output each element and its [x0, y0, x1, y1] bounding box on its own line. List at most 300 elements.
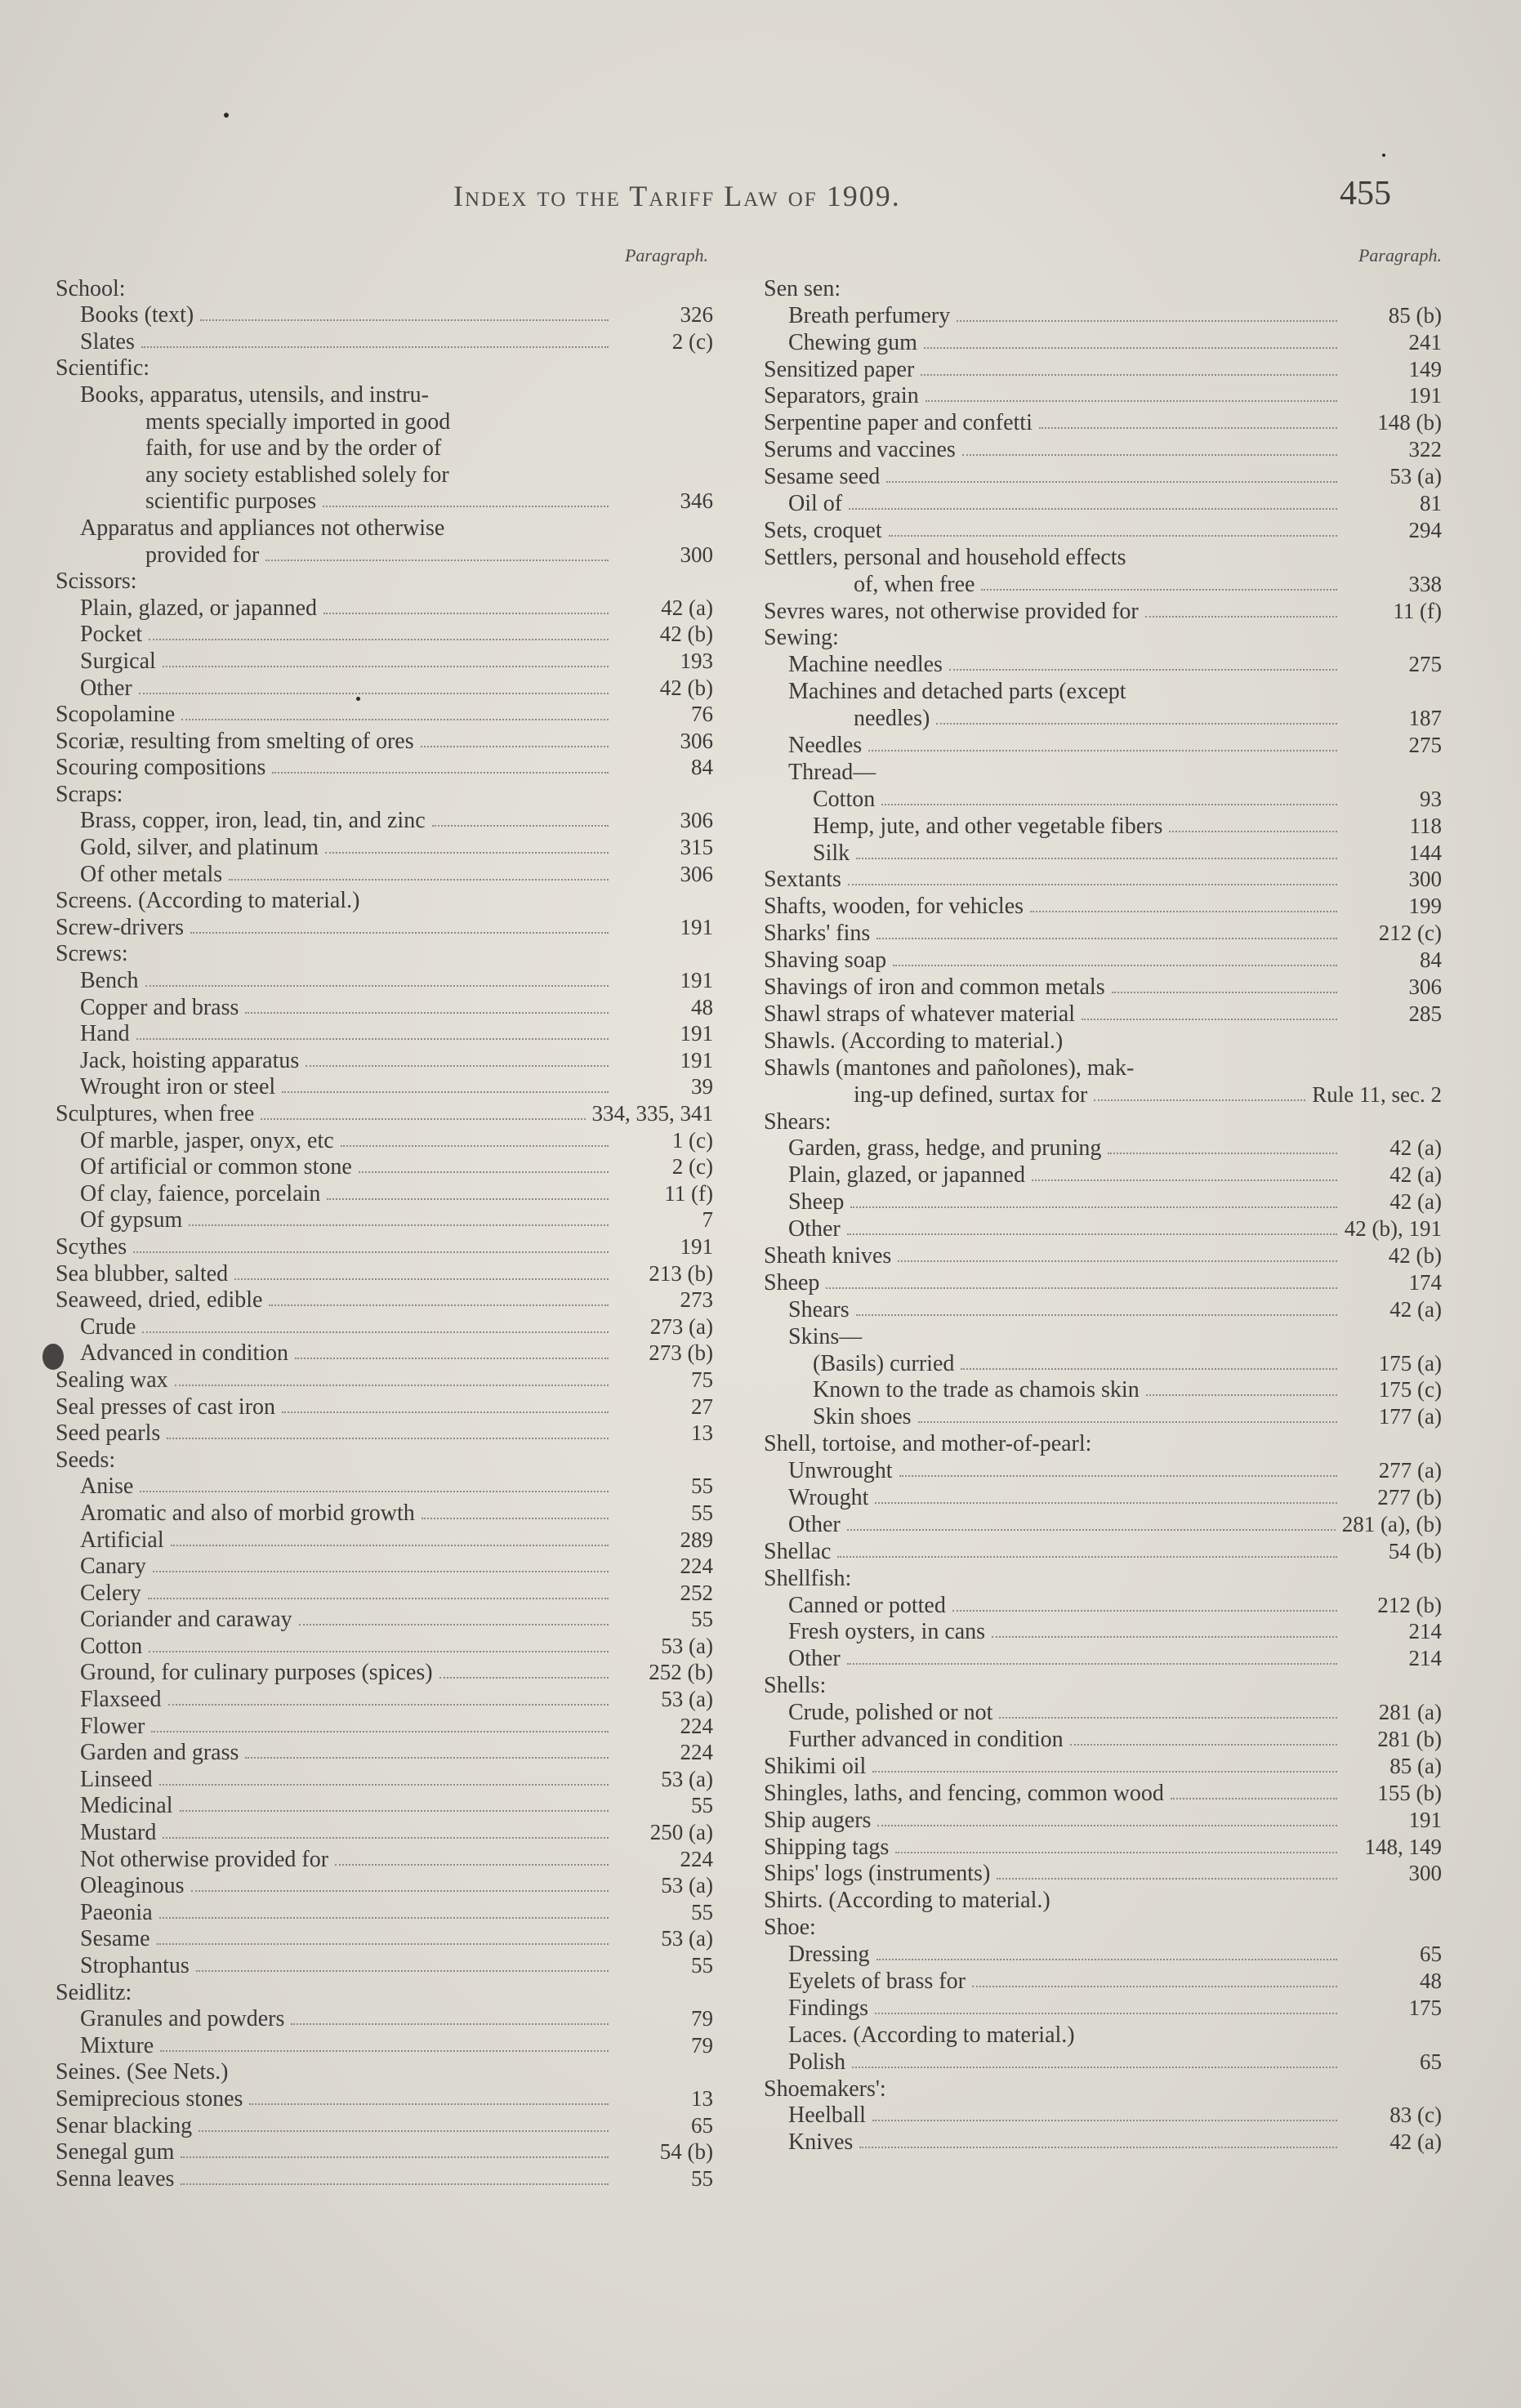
entry-term: Books (text) [80, 302, 194, 328]
paragraph-reference: 55 [691, 1500, 713, 1525]
entry-term: Laces. (According to material.) [788, 2022, 1075, 2048]
dot-leader [924, 347, 1337, 349]
paragraph-reference: 79 [691, 2032, 713, 2058]
entry-term: Surgical [80, 648, 156, 674]
entry-term: needles) [854, 706, 930, 732]
paragraph-reference: 79 [691, 2006, 713, 2031]
index-entry [764, 1000, 1442, 1027]
entry-term: Oil of [788, 491, 843, 517]
paragraph-reference: 281 (b) [1377, 1726, 1442, 1751]
dot-leader [295, 1358, 609, 1359]
index-entry [764, 1940, 1442, 1967]
entry-term: Shipping tags [764, 1834, 890, 1860]
entry-term: Eyelets of brass for [788, 1969, 966, 1994]
paragraph-reference: 42 (b) [659, 675, 713, 700]
entry-term: Wrought [788, 1484, 869, 1510]
dot-leader [327, 1198, 609, 1200]
entry-term: Semiprecious stones [56, 2085, 243, 2111]
paragraph-reference: 55 [691, 1953, 713, 1978]
index-entry [764, 1322, 1442, 1349]
print-speck [224, 113, 229, 118]
index-entry [764, 1806, 1442, 1833]
index-entry [56, 940, 713, 967]
dot-leader [142, 1331, 609, 1333]
index-entry [56, 1260, 713, 1286]
entry-term: Bench [80, 968, 139, 994]
index-entry [56, 887, 713, 914]
entry-term: Other [788, 1646, 841, 1672]
entry-term: Shafts, wooden, for vehicles [764, 894, 1024, 920]
entry-term: Sesame seed [764, 464, 881, 490]
entry-term: Other [788, 1511, 841, 1537]
entry-term: Of other metals [80, 861, 223, 887]
entry-term: Silk [813, 840, 850, 866]
paragraph-reference: 224 [680, 1713, 713, 1738]
index-entry [764, 1913, 1442, 1940]
index-entry [764, 1376, 1442, 1403]
index-entry [56, 2031, 713, 2058]
column-heading: Paragraph. [624, 245, 708, 265]
index-entry [764, 516, 1442, 543]
index-entry [56, 860, 713, 887]
dot-leader [949, 669, 1337, 671]
dot-leader [272, 772, 609, 774]
dot-leader [852, 2067, 1337, 2068]
dot-leader [921, 374, 1337, 376]
index-entry [764, 973, 1442, 1000]
index-entry [764, 1402, 1442, 1429]
entry-term: Settlers, personal and household effects [764, 544, 1126, 570]
dot-leader [848, 884, 1337, 885]
index-entry [764, 408, 1442, 435]
index-entry [764, 624, 1442, 651]
index-entry [56, 1313, 713, 1340]
index-entry [56, 1393, 713, 1420]
index-entry [764, 2021, 1442, 2048]
dot-leader [886, 481, 1337, 483]
dot-leader [1082, 1019, 1337, 1020]
paragraph-reference: 289 [680, 1527, 713, 1552]
dot-leader [229, 879, 609, 881]
index-entry [764, 785, 1442, 812]
paragraph-reference: 48 [691, 994, 713, 1019]
paragraph-reference: 199 [1408, 894, 1442, 919]
index-entry [56, 461, 713, 488]
paragraph-reference: 39 [691, 1074, 713, 1099]
paragraph-reference: 250 (a) [649, 1820, 713, 1845]
index-column-left [56, 245, 713, 2192]
entry-term: Scientific: [56, 355, 150, 381]
paragraph-reference: 55 [691, 2165, 713, 2191]
index-entry [764, 704, 1442, 731]
paragraph-reference: 42 (a) [1389, 1296, 1442, 1322]
paragraph-reference: 281 (a), (b) [1341, 1511, 1442, 1536]
dot-leader [163, 1837, 609, 1839]
paragraph-reference: 7 [702, 1207, 713, 1233]
index-entry [56, 594, 713, 621]
dot-leader [265, 560, 609, 561]
dot-leader [898, 1260, 1337, 1262]
index-entry [764, 1135, 1442, 1162]
entry-term: Thread— [788, 759, 876, 785]
entry-term: Ships' logs (instruments) [764, 1861, 991, 1887]
paragraph-reference: 42 (a) [1389, 2129, 1442, 2155]
dot-leader [168, 1704, 609, 1706]
paragraph-reference: 53 (a) [661, 1926, 713, 1951]
index-entry [56, 1020, 713, 1047]
index-entry [56, 1925, 713, 1952]
paragraph-reference: 224 [680, 1846, 713, 1871]
dot-leader [291, 2023, 609, 2025]
paragraph-reference: 334, 335, 341 [591, 1101, 713, 1126]
entry-term: Seeds: [56, 1447, 116, 1473]
index-entry [764, 892, 1442, 919]
print-speck [42, 1344, 64, 1370]
paragraph-reference: 338 [1408, 571, 1442, 596]
paragraph-reference: 174 [1408, 1269, 1442, 1295]
index-entry [56, 541, 713, 568]
entry-term: Flaxseed [80, 1687, 162, 1713]
paragraph-reference: 346 [680, 488, 713, 514]
entry-term: (Basils) curried [813, 1350, 955, 1376]
entry-term: Garden, grass, hedge, and pruning [788, 1135, 1102, 1162]
index-entry [764, 1027, 1442, 1054]
paragraph-reference: 175 (c) [1378, 1377, 1442, 1402]
entry-term: Sheath knives [764, 1242, 892, 1269]
entry-term: Shears: [764, 1108, 832, 1135]
entry-term: Seal presses of cast iron [56, 1394, 276, 1420]
dot-leader [149, 1651, 609, 1652]
entry-term: Shirts. (According to material.) [764, 1888, 1050, 1914]
paragraph-reference: 300 [680, 542, 713, 567]
paragraph-reference: 300 [1408, 867, 1442, 892]
index-entry [764, 1081, 1442, 1108]
entry-term: Medicinal [80, 1793, 173, 1819]
page-number: 455 [1340, 175, 1391, 212]
entry-term: Scopolamine [56, 702, 176, 728]
dot-leader [876, 1959, 1337, 1960]
dot-leader [299, 1624, 609, 1625]
entry-term: Gold, silver, and platinum [80, 835, 319, 861]
entry-term: Shawls (mantones and pañolones), mak- [764, 1055, 1135, 1081]
dot-leader [1171, 1798, 1337, 1799]
index-entry [56, 1978, 713, 2005]
dot-leader [157, 1943, 609, 1945]
paragraph-reference: 75 [691, 1367, 713, 1392]
paragraph-reference: 55 [691, 1474, 713, 1499]
dot-leader [1108, 1153, 1337, 1154]
entry-term: Scraps: [56, 781, 123, 807]
paragraph-reference: 53 (a) [661, 1633, 713, 1658]
index-column-right [764, 245, 1442, 2155]
entry-term: Knives [788, 2129, 854, 2156]
paragraph-reference: 42 (b) [1388, 1242, 1442, 1268]
entry-term: Shikimi oil [764, 1753, 867, 1779]
dot-leader [180, 1810, 609, 1812]
paragraph-reference: 2 (c) [671, 328, 713, 354]
index-entry [56, 1765, 713, 1792]
entry-term: Pocket [80, 622, 143, 648]
entry-term: Seidlitz: [56, 1979, 132, 2005]
dot-leader [325, 852, 609, 854]
paragraph-reference: 13 [691, 2085, 713, 2111]
dot-leader [926, 400, 1337, 402]
paragraph-reference: 13 [691, 1420, 713, 1446]
index-entry [764, 1429, 1442, 1456]
paragraph-reference: 65 [1420, 1942, 1442, 1967]
paragraph-reference: 191 [680, 1021, 713, 1046]
entry-term: Shavings of iron and common metals [764, 974, 1105, 1001]
index-entry [56, 1420, 713, 1447]
entry-term: Sets, croquet [764, 517, 882, 543]
paragraph-reference: 273 (a) [649, 1313, 713, 1339]
dot-leader [856, 1314, 1337, 1316]
paragraph-reference: 315 [680, 835, 713, 860]
index-entry [56, 647, 713, 674]
dot-leader [269, 1304, 609, 1306]
entry-term: Serpentine paper and confetti [764, 410, 1033, 436]
paragraph-reference: 285 [1408, 1001, 1442, 1026]
paragraph-reference: 306 [680, 861, 713, 886]
dot-leader [163, 666, 609, 667]
paragraph-reference: 191 [1408, 1807, 1442, 1832]
entry-term: Polish [788, 2049, 846, 2075]
entry-term: Sextants [764, 867, 841, 893]
index-entry [56, 1099, 713, 1126]
paragraph-reference: 273 (b) [649, 1340, 713, 1366]
print-speck [1382, 154, 1385, 157]
paragraph-reference: 53 (a) [661, 1873, 713, 1898]
dot-leader [826, 1287, 1337, 1289]
index-entry [764, 274, 1442, 301]
index-entry [56, 1712, 713, 1739]
dot-leader [899, 1475, 1337, 1477]
entry-term: Of artificial or common stone [80, 1154, 352, 1180]
index-entry [56, 1340, 713, 1367]
entry-term: Screws: [56, 941, 128, 967]
dot-leader [997, 1878, 1337, 1880]
paragraph-reference: 53 (a) [661, 1766, 713, 1791]
index-entry [56, 2058, 713, 2085]
index-entry [56, 1553, 713, 1580]
paragraph-reference: 252 [680, 1580, 713, 1605]
entry-term: Further advanced in condition [788, 1726, 1064, 1752]
dot-leader [149, 639, 609, 640]
index-entry [56, 1153, 713, 1180]
dot-leader [245, 1757, 609, 1759]
index-entry [764, 1591, 1442, 1618]
paragraph-reference: 54 (b) [659, 2139, 713, 2165]
entry-term: ing-up defined, surtax for [854, 1081, 1088, 1108]
entry-term: Seed pearls [56, 1420, 161, 1447]
paragraph-reference: 175 (a) [1378, 1350, 1442, 1376]
entry-term: Sheep [788, 1189, 845, 1215]
index-entry [56, 674, 713, 701]
index-entry [764, 1108, 1442, 1135]
entry-term: Hemp, jute, and other vegetable fibers [813, 813, 1163, 839]
entry-term: Serums and vaccines [764, 437, 956, 463]
index-entry [764, 1671, 1442, 1698]
index-entry [56, 381, 713, 408]
index-entry [764, 1644, 1442, 1671]
paragraph-reference: 277 (a) [1378, 1458, 1442, 1483]
index-entry [56, 2085, 713, 2111]
paragraph-reference: 275 [1408, 652, 1442, 677]
index-entry [764, 462, 1442, 489]
index-entry [56, 1073, 713, 1100]
dot-leader [1030, 911, 1337, 912]
dot-leader [1094, 1099, 1305, 1101]
index-entry [56, 2165, 713, 2192]
paragraph-reference: 2 (c) [671, 1154, 713, 1179]
dot-leader [190, 932, 609, 934]
index-entry [56, 1845, 713, 1872]
paragraph-reference: 48 [1420, 1969, 1442, 1993]
dot-leader [877, 1825, 1337, 1826]
paragraph-reference: 42 (a) [1389, 1135, 1442, 1161]
paragraph-reference: 118 [1409, 813, 1442, 838]
entry-term: Canned or potted [788, 1592, 946, 1618]
entry-term: Shawl straps of whatever material [764, 1001, 1075, 1027]
dot-leader [323, 506, 609, 507]
index-entry [764, 1295, 1442, 1322]
dot-leader [889, 535, 1337, 537]
index-entry [764, 301, 1442, 328]
entry-term: Screens. (According to material.) [56, 888, 360, 914]
paragraph-reference: 177 (a) [1378, 1404, 1442, 1429]
entry-term: Fresh oysters, in cans [788, 1619, 986, 1645]
paragraph-reference: 83 (c) [1389, 2103, 1442, 2128]
index-entry [56, 993, 713, 1020]
dot-leader [189, 1224, 609, 1226]
paragraph-reference: 214 [1408, 1646, 1442, 1671]
index-entry [56, 701, 713, 728]
entry-term: Shoe: [764, 1915, 816, 1941]
paragraph-reference: 42 (b) [659, 622, 713, 647]
paragraph-reference: 191 [680, 968, 713, 993]
index-entry [764, 919, 1442, 946]
index-entry [56, 780, 713, 807]
entry-term: Coriander and caraway [80, 1607, 292, 1633]
paragraph-reference: 54 (b) [1388, 1538, 1442, 1563]
dot-leader [1032, 1179, 1337, 1181]
paragraph-reference: 65 [1420, 2049, 1442, 2074]
entry-term: Granules and powders [80, 2006, 285, 2032]
entry-term: Flower [80, 1713, 145, 1739]
paragraph-reference: 191 [680, 914, 713, 939]
paragraph-reference: 53 (a) [661, 1687, 713, 1712]
paragraph-reference: 175 [1408, 1995, 1442, 2020]
paragraph-reference: 27 [691, 1394, 713, 1419]
entry-term: Shells: [764, 1673, 827, 1699]
entry-term: Sealing wax [56, 1367, 168, 1393]
entry-term: Sculptures, when free [56, 1101, 255, 1126]
entry-term: Cotton [80, 1633, 143, 1659]
paragraph-reference: 273 [680, 1287, 713, 1313]
index-entry [764, 1537, 1442, 1564]
paragraph-reference: 213 (b) [649, 1260, 713, 1286]
index-entry [56, 1872, 713, 1899]
page-header [0, 167, 1521, 225]
index-entry [56, 1206, 713, 1233]
entry-term: Books, apparatus, utensils, and instru- [80, 381, 429, 408]
index-entry [764, 866, 1442, 893]
dot-leader [191, 1890, 609, 1892]
index-entry [764, 650, 1442, 677]
paragraph-reference: 212 (b) [1377, 1592, 1442, 1617]
index-entry [56, 2005, 713, 2032]
index-entry [764, 1967, 1442, 1994]
index-entry [764, 946, 1442, 973]
entry-term: Separators, grain [764, 383, 919, 409]
index-entry [764, 2128, 1442, 2155]
dot-leader [341, 1145, 609, 1147]
dot-leader [153, 1571, 609, 1572]
entry-term: Of gypsum [80, 1207, 183, 1233]
index-entry [56, 1126, 713, 1153]
index-entry [764, 677, 1442, 704]
dot-leader [957, 320, 1337, 322]
entry-term: Plain, glazed, or japanned [788, 1162, 1026, 1188]
index-entry [764, 1456, 1442, 1483]
index-entry [764, 1483, 1442, 1510]
index-entry [764, 1242, 1442, 1269]
index-entry [56, 913, 713, 940]
index-entry [764, 382, 1442, 409]
paragraph-reference: 65 [691, 2112, 713, 2138]
index-entry [56, 274, 713, 301]
dot-leader [159, 1917, 609, 1919]
entry-term: Sen sen: [764, 275, 841, 301]
entry-term: any society established solely for [145, 462, 449, 488]
index-entry [764, 812, 1442, 839]
dot-leader [432, 825, 609, 827]
entry-term: Findings [788, 1995, 869, 2021]
dot-leader [881, 804, 1337, 805]
paragraph-reference: 84 [691, 755, 713, 780]
index-entry [56, 1046, 713, 1073]
paragraph-reference: 149 [1408, 356, 1442, 381]
entry-term: Anise [80, 1474, 134, 1500]
dot-leader [868, 750, 1337, 751]
entry-term: Advanced in condition [80, 1340, 289, 1367]
entry-term: Unwrought [788, 1458, 893, 1484]
entry-term: Apparatus and appliances not otherwise [80, 515, 445, 541]
entry-term: Mustard [80, 1820, 157, 1846]
entry-term: Shell, tortoise, and mother-of-pearl: [764, 1431, 1092, 1457]
index-entry [764, 1860, 1442, 1887]
entry-term: Machine needles [788, 652, 943, 678]
dot-leader [306, 1065, 609, 1067]
index-entry [764, 1349, 1442, 1376]
paragraph-reference: 277 (b) [1377, 1484, 1442, 1509]
paragraph-reference: 252 (b) [649, 1660, 713, 1685]
dot-leader [847, 1233, 1337, 1235]
entry-term: Aromatic and also of morbid growth [80, 1500, 415, 1526]
index-entry [56, 301, 713, 328]
index-entry [764, 1725, 1442, 1752]
paragraph-reference: 300 [1408, 1861, 1442, 1886]
dot-leader [133, 1251, 609, 1253]
paragraph-reference: 193 [680, 648, 713, 673]
dot-leader [849, 508, 1337, 510]
entry-term: Shoemakers': [764, 2076, 886, 2102]
dot-leader [422, 1518, 609, 1519]
dot-leader [872, 1771, 1337, 1773]
entry-term: Skins— [788, 1323, 863, 1349]
entry-term: Shellac [764, 1538, 832, 1564]
entry-term: Plain, glazed, or japanned [80, 595, 318, 621]
